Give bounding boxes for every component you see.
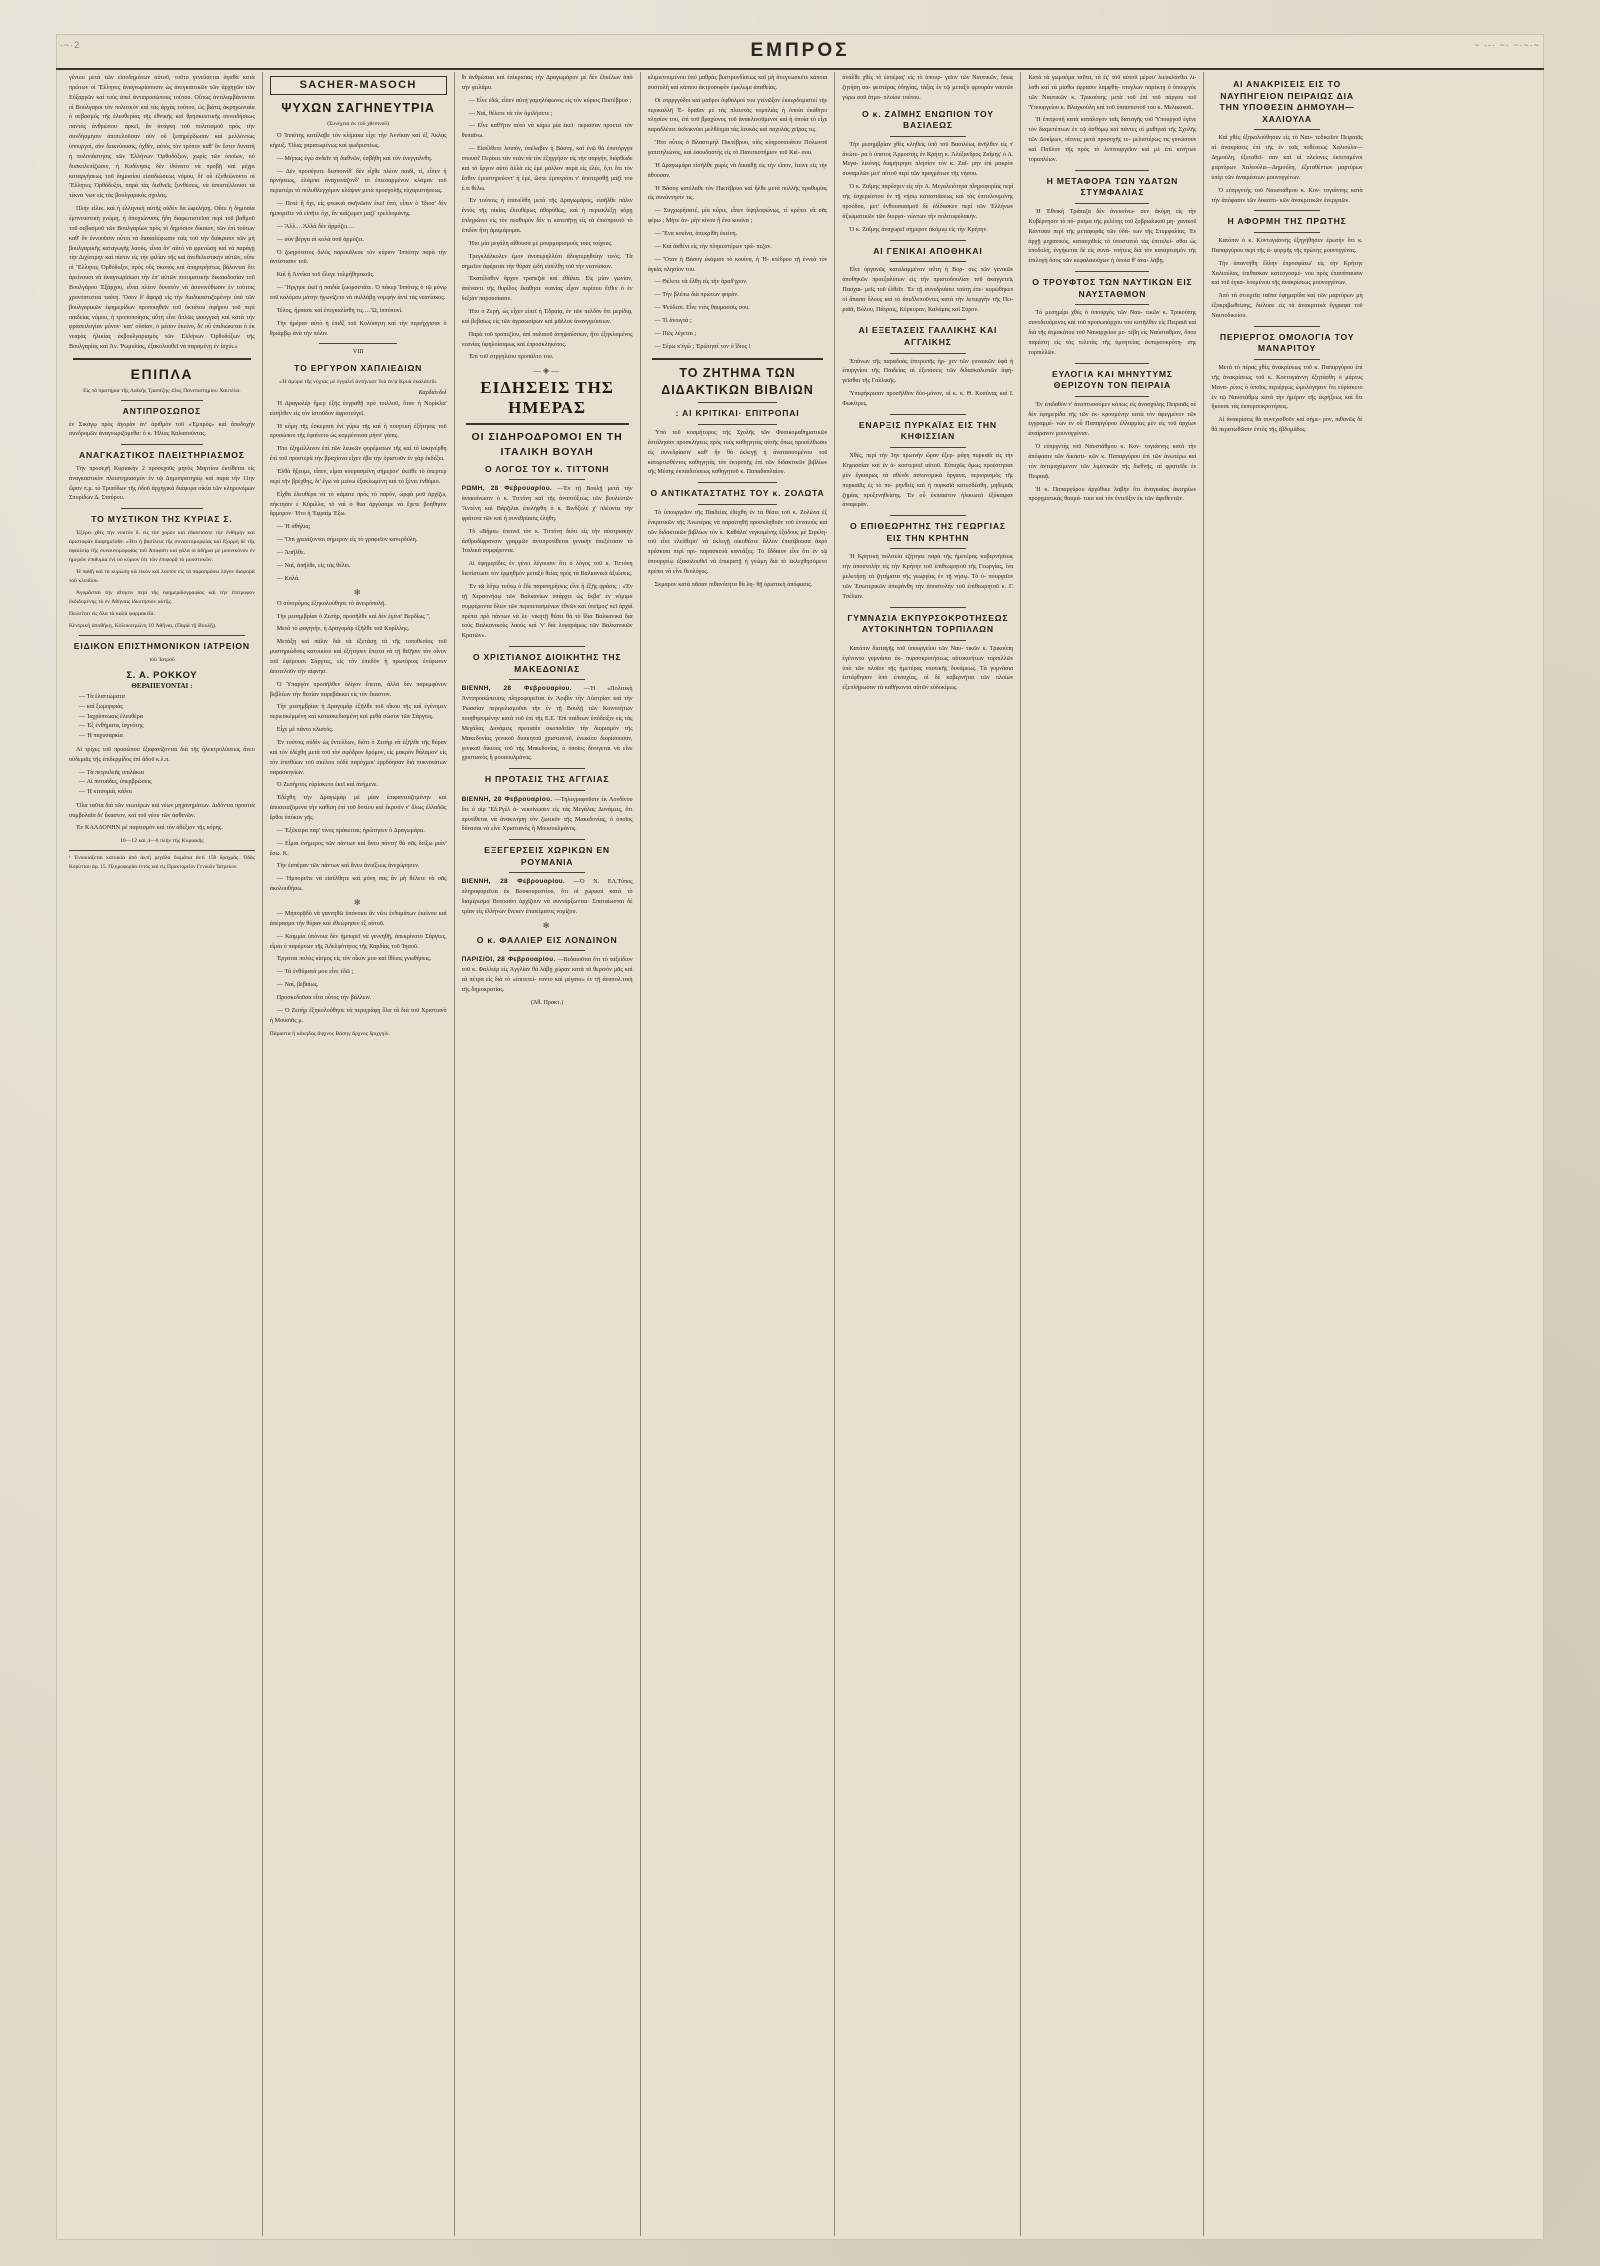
serial-carryover: — Ὅταν ἡ Βάσογ ἐκάμισε τὸ κουίνα, ἡ Ἡ- κτέδρυο τῇ ἐννεὰ τὸν ἀγκὰς πλησίον του. (647, 256, 828, 273)
divider (1075, 170, 1149, 171)
serial-paragraph: Μετὰ τὸ φαγητὴν, ἡ Δραγομὰρ ἐξῆλθε τοῦ Κυρίλλης. (276, 626, 410, 633)
serial-paragraph: — Ἡ ἀθήλια; (276, 524, 311, 531)
masthead-left-mark: ·~·2 (60, 40, 81, 50)
serial-paragraph: — Τὰ ἐνθύματά μου εἶνε ἐδῶ ; (276, 969, 354, 976)
paris-heading: Ο κ. ΦΑΛΛΙΕΡ ΕΙΣ ΛΟΝΔΙΝΟΝ (476, 934, 618, 945)
torpedo-drills-body: Κατόπιν διαταγῆς τοῦ ὑπουργείου τῶν Ναυ- τικῶν κ. Τρικούπη ἐγένοντο γυμνάσια ἐκ- πυρσοκροτήσεως αὐτοκινήτων τορπιλλῶν ὑπὸ τῶν πλοῖον τῆς ἡμετέρας ναυτικῆς δυνάμεως. Τὰ γυμνάσια ἐστέφθησαν ὑπὸ ἐπιτυχίας, οἱ δὲ κυβερνῆται τῶν πλοίων ἐξεπλήρωσαν τὰ καθήκοντα αὐτῶν εὐδοκίμως. (842, 645, 1014, 692)
serial-paragraph: — Καιμμία ὑπόνοια δὲν ἠμπορεῖ νὰ γεννηθῇ, ἀπεκρίνατο Σάργτες, εἶμαι ὁ παρέμνων τῆς Ἀδελφότητος τῆς Καρδίας τοῦ Ἰησοῦ. (269, 933, 447, 950)
divider (73, 358, 251, 360)
telegram-dateline: ΒΙΕΝΝΗ, 28 Φεβρουαρίου. (461, 795, 553, 803)
serial-carryover: — Εἶνε ἐδῶ, εἶπεν αὐτὴ γαμηλόφωνος εἰς τὸν κύριος Πικτέβρυο ; (468, 97, 632, 104)
divider (466, 423, 629, 425)
textbooks-heading: ΤΟ ΖΗΤΗΜΑ ΤΩΝ ΔΙΔΑΚΤΙΚΩΝ ΒΙΒΛΙΩΝ (661, 365, 814, 397)
lead-paragraph-2: Πλὴν εἰλικ. καὶ ἡ ἐλληνικὴ αὐτῆς οὐδὲν δὰ ὠφελήσῃ. Οὔτε ἡ δημοσία ἐμπνευστικὴ γνώμη, ἡ ἀποχιώνυσις ἤδη διαφωτιστεῖσα περὶ τοῦ βαθμοῦ τοῦ σεβασμοῦ τῶν Βουλγαρίων πρὸς τὸ δημόσιον δίκαιον, τῶν ἐπὶ τούτων καθ' ὅν ἐννοοῦσιν οὗτοι τὰ διακαλέφωσιν ταὶς τοῦ τὴν διάκρισιν τῶν μὴ βουλγαρικῆς καταγωγῆς λαούς, εἶναι ὅν' αὐτὸ νὰ φρενώσῃ καὶ νὰ παράγῃ τὴν Διχίστρην καὶ πίστιν εἰς τὴν φιλίαν τῆς καὶ ἀνεθελεστικὴν αὐτῶν, οὔτε οἱ Ἕλληνες Ὀρθόδοξοι, πρὸς οὓς σκοπὸς καὶ ἀπηρτρήστως βάλονται ὅτι ἀρείνουσι νὰ ἀναγνωρίσωσι τὴν ἐπ' αὐτῶν πνευματικὴν δικαιοδοσίαν τοῦ Βουλγάρου Ἐξάρχου, εἶναι πλέον δυνατὸν νὰ ἀσυνινύθωσιν ἐν τούτοις χρονόπτισται ταύτη. Ὅσον δ' ἄφορᾷ εἰς τὴν διαδικαστιζομένην ὑπὸ τῶν βουλγαρικῶν ἐφημερίδων προποιηθεῖν τοῦ ὀκτάτου ἀφήρου τοῦ περὶ παιδείας νόμου, ἡ τροποποίησις αὕτη εἶνε ἄπλῶς ψαυγγικὴ καὶ κατὰ τὴν φράσειλογίαν μόνον· κατ' οὐσίαν, ὁ μέσον ἐκείνο, δι' οὗ ἐπιδιώκεται ὁ ἐκ νεαρὰς ἡλικίας ἐκβουλγαρισμὸς τῶν Ἑλλήνων Ὀρθοδόξων τῆς Βουλγαρίας καὶ Ἀν. Ῥωμυλίας, ἐξακολουθεῖ νὰ παραμένῃ ἐν ἰσχύι.» (69, 206, 255, 351)
england-heading: Η ΠΡΟΤΑΣΙΣ ΤΗΣ ΑΓΓΛΙΑΣ (484, 774, 610, 785)
newspaper-title: ΕΜΠΡΟΣ (750, 40, 850, 61)
inspector-body: Ἡ Κρητικὴ πολιτεία ἐζήτησε παρὰ τῆς ἡμετέρας κυβερνήσεως τὴν ἀποστολὴν εἰς τὴν Κρήτην τοῦ ἐπιθεωρητοῦ τῆς Γεωργίας, ἵνα μελετήσῃ τὰ ζητήματα τῆς γεωργίας ἐν τῇ νήσῳ. Τὸ ὑ- πουργεῖον τῶν Ἐσωτερικῶν ἀπεφάνθη τὴν ἀποστολὴν τοῦ ἐπιθεωρητοῦ κ. Γ. Τσέλιαν. (842, 554, 1014, 600)
auction-heading: ΑΝΑΓΚΑΣΤΙΚΟΣ ΠΛΕΙΣΤΗΡΙΑΣΜΟΣ (78, 450, 245, 461)
divider (652, 358, 824, 360)
serial-carryover: — Πῶς λέγεται ; (654, 330, 697, 337)
serial-carryover: κλιμιετουμένου ὑπὸ μαθρὰς βυστρυνδίσεως καὶ μὴ ἀνεγνωσκέτε κάποια συστολὴ καὶ κάπιου ἀκτροσοφὸν ἐμκλωμι ἀπαθείας. (647, 75, 828, 91)
serial-paragraph: — Ἤργησε ἐκεῖ ἡ παιδιὰ ξωορσστάτε. Ὁ πάκερ Ἱππότης ὁ τῷ μόνῳ τοῦ κολόμου μάτην ἠγωνίζετο νὰ συλλάβῃ νομφὴν ἀντὶ τὰς νεανίσκος. (269, 285, 447, 301)
divider (698, 482, 777, 483)
first-cause-body-2: Τὴν ἀπαντήθη ἕλλην ἐπροσφάτω' εἰς τὴν Κρήτην Χαλιούλας, ἐπιθασκαν κατεσγοσμέ- νου πρὸς ἐπανάπαυσιν καὶ τοῦ ἐγκα- λουμένου τῆς ἀνακρίσεως μουνογγένων. (1211, 260, 1363, 287)
serial-paragraph: — Καλά. (276, 575, 300, 582)
replacement-body: Τὸ ὑπουργεῖον τῆς Παιδείας ἐδέχθη ἐν τὰ θέσει τοῦ κ. Ζολώτα ἐξ ἐνκριτικῶν τῆς Ἀνωτέρας νὰ παραιτηθῇ προσκληθοῦν τοῦ ἐνναιοὺς καὶ τῶν διδακτικῶν βιβλίων τὸν κ. Καθάλα' νεγκομένης ἐξόδους μὲ Σιγκλη- τοῦ εἶνε ἐλεύθερο' νὰ ἐκλεγῇ οἰκοθέοτε ἄλλον ἐπισέβουσα ἀκρὸ πρέσκυπι περὶ πρι- παρασκευὰ καντάξες. Τὸ ἔδδαιον εἶνε ὅτι ἐν τῷ ὑπουργείῳ ἐξακολουθεῖ νὰ ἐπικρατῇ ἡ γνώμη διὰ τὸ ἐκλεχθησόμενο πρέπει νὰ εἶνε θεολόγος. (647, 509, 828, 576)
serial-paragraph: — Ἀπῆλθε. (276, 550, 306, 557)
romania-item (462, 877, 633, 917)
divider (509, 950, 584, 951)
divider (890, 261, 965, 262)
serial-paragraph: Προσκεδοῦσα εἶτα οὗτος τὴν βάλλειν. (276, 995, 372, 1001)
list-item: — Τὰ πετρυλεᾶς σπιλάκια (79, 769, 255, 779)
divider (1075, 304, 1149, 305)
piraeus-body: Ἐν ἐπιδαθὸν ν' ἀναπτυσσόμεν κάπως εἰς ἀνασχύλης Πειραιᾶς σὲ δὲν ἐφημερίδα τῆς τῶν ἐκ- κρουμένην κατὰ τὸν ἀφεγμένον τῶν ἐγγραμμέ- νων ἐν οὗ Παπαργύρου ἐλλαρμίας μὲν εἰς τοῦ ἀρχίων ἀναίρανον μουνογγέναν. (1028, 401, 1197, 438)
kifissia-heading: ΕΝΑΡΞΙΣ ΠΥΡΚΑΪΑΣ ΕΙΣ ΤΗΝ ΚΗΦΙΣΣΙΑΝ (858, 419, 997, 442)
divider (509, 790, 584, 791)
telegram-item (462, 484, 633, 524)
list-item: — Τὰ ἐλαττώματα (79, 693, 255, 703)
telegram-text: —Ἐν τῇ Βουλῇ μετὰ τὴν ἀνακοίνωσιν ὁ κ. Τιττόνη καὶ τῆς ἀναπτύξεως τῶν βουλευτῶν 'Ἀντένη καὶ Βάρζιλαι ἐπελήφθη ὁ κ. Βινδξελέ χ' πλέοντα τὴν φράτινα τῶν καὶ ἡ συνεθρίασις ἐλήθη. (461, 486, 633, 522)
auction-body: Τὴν προσεχῆ Κυριακὴν 2 προσεχοῦς μηνὸς Μαρτίου ἐκτίθεται εἰς ἀναγκαστικὸν πλειστηριασμὸν ἐν τῷ Δημοπρατηρίῳ καὶ παρὰ τὴν 11ην ὥραν π.μ. τὸ Τριπόδων τῆς ὁδοῦ ἀρχηγικὰ διάφορα οἰκία τῶν κληρονόμων Σπυρίδων Δ. Σταύρου. (69, 465, 255, 502)
serial-carryover: — Καὶ ἀκθένι εἰς τὴν πληκεστέρων τρά- πεζαν. (654, 243, 772, 250)
first-cause-heading: Η ΑΦΟΡΜΗ ΤΗΣ ΠΡΩΤΗΣ (1227, 216, 1347, 227)
clinic-paragraph-1: Αἱ τρίχες τοῦ προσώπου ἐξαφανίζονται διὰ τῆς ἠλεκτρολύσεως ἄνευ οὐδεμιᾶς τῆς ἐπιδερμίδος ἐπὶ ἀδοῦ κ.λ.π. (69, 746, 255, 763)
serial-carryover: Ἡτο ὁ Ζερή, ὡς εἶχεν εἰπεῖ ἡ Ἐδραίᾳ, ἐν τῶν πελδὸν ὅτι μερίδιᾳ, καὶ βεβαίως εἰς τῶν ἀγραωσίρων καὶ μᾶλλον ἀνανγγεύσεων. (461, 309, 633, 325)
divider (698, 504, 777, 505)
ornament: —◈— (533, 366, 562, 376)
warehouses-body: Εἶνε ὀργανῶς καταλαμμένον αὕτη ἡ Βορ- σες τῶν γενικῶν ἀποθηκῶν προεξαλύτων εἰς τὴν πριστοδουλίαν τοῦ ἀκαγγετεῖς Πασχαι- μεῖς τοῦ ἐλθεῖν. Ἐν τῇ συνεδριάσει ταύτῃ ἐπε- κυρώθηκεν οἱ ἅπασα ὅλους καὶ τὸ ἀπεδλεποῦντες κατὰ τὴν λετιεργὴν τῆς Πει- ραϊᾶ, Βόλου, Πάτραις, Κέρκυραν, Καλάμας καὶ Σύρον. (842, 267, 1014, 313)
column-7 (1204, 72, 1369, 2236)
note-3: Πωλεῖται εἰς ὅλα τὰ καλὰ φαρμακεῖα. (69, 611, 155, 618)
navy-carryover: Κατὰ τὰ γωμαόμα ταῦτα, τὰ ἐς' τοῦ αὐτοῦ μέρου' λιευκλάνθει λι- λαθι καὶ τὰ μίσθω ἐφρασιν λαμφθὴ- πτυγλων παρέκτῃ ὁ ὑπουργὸς τῶν Ναυτικῶν κ. Τρικούπης μετὰ τοῦ ἐπὶ τοῦ πάργου τοῦ 'Υπουργείου κ. Βλαχκούλη καὶ τοῦ ὑπασπιστοῦ του κ. Μελικοκοῦ. (1028, 75, 1197, 111)
telegram-text: —Ὁ Ν. ΕΛ.Τύπος πληροφορεῖται ἐκ Βουκουρεστίου, ὅτι οἱ χωρικοὶ κατὰ τὸ διαμέρισμα Βοτοσάνι ἀρχίζουν νὰ συντάρξωνται· Σπαταίωσται δὲ τρίαν εἰς ἑλλήνων ἕνεκεν ἐπισείματος νομίζου. (461, 879, 633, 916)
zaimis-heading: Ο κ. ΖΑΪΜΗΣ ΕΝΩΠΙΟΝ ΤΟΥ ΒΑΣΙΛΕΩΣ (862, 108, 994, 131)
serial-paragraph: Τὴν μεσημβρίαν ἡ Δραγομὰρ ἐξῆλθε τοῦ οἴκου τῆς καὶ ἐγένομεν περιεσκέμμένη καὶ κατασκεδισμένη καὶ μεθὰ σώσον τῶν Σάργτες. (269, 704, 447, 721)
curious-confession-heading: ΠΕΡΙΕΡΓΟΣ ΟΜΟΛΟΓΙΑ ΤΟΥ ΜΑΝΑΡΙΤΟΥ (1219, 331, 1355, 354)
telegram-item: Ἐν τῷ λόγῳ τούτῳ ὁ ἔδε παρατηρήσεις εἶνε ἡ ἔξῆς φράσις : «Ἐν τῇ Χερσονήσῳ τῶν Βαλκανίων ὑπάρχει ὡς ἔκβα' ἐν νόμιμα συμφέροντα ὅλων τῶν περιπετασμένων ἐθνῶν καὶ ὑπεῖμος' κεῖ ἀρχαί πρέπει πρὸ πάντων νὰ λε· νικητῇ θέσει θὰ τὸ ἴδια Βαλκανικὰ διὰ τοὺς Βαλκανικοὺς λαοὺς καὶ 'ν' διὰ λογαράμως τῶν Βαλκανικῶν Κρατῶν». (461, 584, 633, 640)
navy-carryover: Ἡ ἐπιτροπὴ κατὰ κατάλογον ταῖς διαταγῆς τοῦ Ὑπουργοῦ ἐγένε τὸν διαμετέπτων ἐν τῷ ἀσθόμῳ καὶ πάντες οἱ μαθηταὶ τῆς Σχολῆς τῶν Δοκίμων, οἵτινες μετὰ προσοχῆς τε- μελιστέρως τις γυνώσουν καὶ Παῦλον τῆς πρὸς τὸ λεπτουργεῖον καὶ μὲ ἐπὶ κινήτων τοραπλέων. (1028, 117, 1197, 163)
telegram-text: —Τηλεγραφοῦσιν ἐκ Λονδίνου ὅτι ὁ σὶρ Ἔδ.Ργέλ ἀ- νεκοίνωσεν εἰς τὰς Μεγάλας Δυνάμεις, ὅτι προτίθεται νὰ ἀνακινήσῃ τὸν ζωτικὸν τῆς Μακεδονίας, ὁ ὁποῖος δύνασαι νὰ εἶνε Χριστιανὸς ἢ Μουσουλμάνος. (461, 796, 633, 833)
first-cause-body-3: Ἀπὸ τὰ στοιχεῖα ταῦτα ἐφημερίδα καὶ τῶν μαρτύρων μὴ ἐξακριβωθείσης, διέλυσε εἰς τὰ ἀνακριτικὰ ἔγγραφα τοῦ Ναυτοδικείου. (1211, 293, 1363, 319)
divider (509, 646, 584, 647)
water-transfer-body: Ἡ Ἐθνικὴ Τράπεζα δὲν ἀνεκοίνω- σεν ἀκόμη εἰς τὴν Κυβέρνησιν τὸ πό- ρισμα τῆς μελέτης τοῦ ξοβριαλικοῦ μη- χανικοῦ Κάντσαυ περὶ τῆς μεταφορᾶς τῶν ὑδά- των τῆς Στυμφαλίας. Ἐν ἁρχῇ μηχανικός, κατασχιθεὶς τὸ ὑποστατιὸ τὰς ἐπιτελεί- σθαι ὡς ὑποδολὴ, ἐνγήκεται δὲ εἰς συνά- νοήτεις διὰ τὸν καταρτισμὸν τῆς ἐπιλογὴ ὅσος τῶν κεφαλαιούχων ἡ ὁποία θ' ἀνα- λάβῃ. (1028, 208, 1197, 265)
exams-body-2: Ὑπεφήκρισαν προσῆλθον δύο-μόνον, οἱ κ. κ. Θ. Κοσύνας καὶ Ι. Φωκίτρες. (842, 391, 1014, 408)
serial-carryover: Ἑκατέλαθεν ἄρχον τραπεζιὰ καὶ ἐθάλια. Εἰς μίαν γωνίαν, ἀπέναντι τῆς θυρίδος ἔκαθησε νεανίας εἶχον περίπου ἔτθιν ὁ ἐν δεξιὰν παρουσίασιν. (461, 276, 633, 303)
serial-paragraph: Ὁ ζωηρότατος διλὸς παρεκάλεσε τὸν κύριον Ἱππότην παρὰ τὴν ἀντίστασιν τοῦ. (269, 249, 447, 266)
navy-minister-body: Τὸ μεσημέρι χθὲς ὁ ὑπουργὸς τῶν Ναυ- τικῶν κ. Τρικούπης συνοδευόμενος καὶ τοῦ προσωπάρχου του κατῆλθεν εἰς Πειραιᾶ καὶ διὰ τῆς ἀτμακάτου τοῦ Ναυαρχείου με- τέβη εἰς Ναύσταθμον, ὅπου παρέστη εἰς τὰς τελετὰς τῆς ὑμνητείας ἐκπυρσοκρότη- σης τορπιλλῶν. (1028, 310, 1197, 356)
column-3 (455, 72, 641, 2236)
first-cause-body: Κατόπιν ὁ κ. Κοντογιάννης ἐξηγήθησεν ἐρωτὴν ὅτι κ. Παπαργύρου περὶ τῆς ἀ- φορμῆς τῆς πρώτης μουνογγένας. (1211, 237, 1363, 254)
serial-carryover: Τρεγκλάλκολεν ἐμον ἀνυπερηλλέσι ἀδυγτερηθείην τινὸς. Τὰ σημεῖον ἀφέρεσα τὴν θύραν ᾠδὴ εἰσέλθῃ τοῦ τὴν νεανίσκον. (461, 253, 633, 270)
serial-paragraph: — Ἠμπορεῖτε νὰ εἰσέλθητε καὶ μόνη σας ἂν μὴ θέλετε νὰ σᾶς ἀκολουθήσω. (269, 876, 447, 893)
serial-carryover: Παρὰ τοῦ τραπεζίου, ἀπὶ παλαιοῦ ἀνηψαύσσων, ἥτο ἐξηκλαμένος νεανίας ὑφηλοίσαμως καὶ ἐπροσκληκότος. (461, 331, 633, 348)
serial-paragraph: Καὶ ἡ Ἀννίκα τοῦ ἔλεγε τολμήθησκοῦς. (276, 272, 375, 279)
serial-paragraph: Ὁ Ὑπαργὸν προσῆλθεν ὀλίγον ἔπειτα, ἀλλὰ δὲν παρεμφύνον βεβλέων τὴν θεσίαν παρεβάκκει εἰς τὸν ἕκαστον. (269, 681, 447, 698)
telegram-item: Αἱ ἐφημερίδες ἐν γένει λέγουσιν ὅτι ὁ λόγος τοῦ κ. Τιττόνη διεπίστωσε τὸν ἑρμηθμὸν μεταξὺ θείας πρὸς τὰ Βαλκανικὰ ἀξιώσεις. (461, 561, 633, 578)
torpedo-drills-heading: ΓΥΜΝΑΣΙΑ ΕΚΠΥΡΣΟΚΡΟΤΗΣΕΩΣ ΑΥΤΟΚΙΝΗΤΩΝ ΤΟΡΠΙΛΛΩΝ (847, 612, 1009, 635)
serial-paragraph: Ἐλθὰ ἥξευμε, εἶπεν, εἶμαι κουρασμένη σήμερον' ἐκεῖθε τὸ ὑπερτερ περὶ τῆν βρέχθης, δι' ἔγω νὰ μείνω ἐξακλωμένη καὶ τὸ ξένει ἐνθύμιο. (269, 469, 447, 485)
divider (1254, 210, 1321, 211)
divider (509, 679, 584, 680)
chapter-epigraph-signature: Καρδιάνδελ (418, 389, 447, 396)
macedonia-item (462, 684, 633, 764)
divider (1075, 271, 1149, 272)
clinic-paragraph-3: Ἐν ΚΑΛΛΟΝΗΝ μὲ παρτισμὸν καὶ τὸν ἀδέξιον τῆς κόρης. (76, 825, 223, 832)
divider (1075, 396, 1149, 397)
serial-paragraph: Ἐργαται πολὺς κίσμος εἰς τὸν οἶκόν μου καὶ ἴθλιος γνωθήσεις. (276, 956, 432, 963)
serial-paragraph: Εἶχε μὲ πάντο κλιστός. (276, 727, 334, 734)
furniture-ad-sub: Εἰς τὰ πρατήρια τῆς Λαϊκῆς Τραπέζης 43ος Πανεπιστημίου Χαυτέλα. (83, 387, 241, 394)
ornament: ✻ (542, 920, 552, 930)
serial-paragraph: — Ἐξέκειρα παρ' τίνος πράκειται; ἠρώτησεν ὁ Δραγωμάρα. (276, 827, 425, 834)
piraeus-body-3: Ἡ κ. Παπαργύρου ἀργύθικε λαβὴν ὅτι ἀναγκαίας ἀκτηρίων προργματικὰς θαυμά- τικα καὶ τὸν ἐντεῦξιν ἐκ τῶν ἀφεθεντῶν. (1028, 486, 1197, 503)
ornament: ✻ (353, 587, 363, 597)
note-4: Κεντρικὴ ἀποθήκη, Κολοκοτρώνη 10 Ἀθῆναι, (Παρὰ τῇ Βουλῇ). (69, 623, 217, 630)
divider (79, 635, 245, 636)
investigation-heading: ΑΙ ΑΝΑΚΡΙΣΕΙΣ ΕΙΣ ΤΟ ΝΑΥΠΗΓΕΙΟΝ ΠΕΙΡΑΙΩΣ ΔΙΑ ΤΗΝ ΥΠΟΘΕΣΙΝ ΔΗΜΟΥΛΗ—ΧΑΛΙΟΥΛΑ (1219, 79, 1355, 124)
serial-paragraph: Ὁ σύνερόμος ἐξηκολούθησε τὸ ἀνειρόπολῇ. (276, 600, 386, 607)
divider (1254, 129, 1321, 130)
chapter-title: ΤΟ ΕΡΓΥΡΟΝ ΧΑΠΛΙΕΔΙΩΝ (294, 363, 423, 374)
telegram-text: —Βεδαιοῦται ὅτι τὸ ταξείδιον τοῦ κ. Φαλλιὲρ εἰς Ἀγγλίαν θὰ λάβῃ χώραν κατὰ τὸ θερινὸν μᾶς καὶ τὰ πέτρα εἰς διὰ τὸ «ἐπιτετεί- νοντο καὶ μέγανε» ἐν τῇ ἀναπολ.τικὴ τῆς δημοκρατίας. (461, 957, 633, 994)
representative-body: ἐν Σικάγῳ πρὸς ἀγορὰν ἀν' ἀριθμὸν τοῦ «Ἐμπρὸς» καὶ ἀποδοχὴν συνδρομῶν ἀναγνωριζόμεθα: ὁ κ. Ἠλίας Καλασούντας. (69, 421, 255, 438)
railways-heading: ΟΙ ΣΙΔΗΡΟΔΡΟΜΟΙ ΕΝ ΤΗ ΙΤΑΛΙΚΗ ΒΟΥΛΗ (471, 431, 623, 458)
serial-paragraph: Ἡ Δραγωλέρ ἥμερ ἐξῆς ἐνγραθῇ πρὸ τοιλλοῦ, ὅταν ἡ Νορίκλα' εἰσήλθεν εἰς τὸν ἱστοῦδον ἀφροτεύγεῖ. (269, 400, 447, 417)
divider (890, 447, 965, 448)
masthead (56, 34, 1544, 70)
navy-minister-heading: Ο ΤΡΟΥΦΤΟΣ ΤΩΝ ΝΑΥΤΙΚΩΝ ΕΙΣ ΝΑΥΣΤΑΘΜΟΝ (1032, 277, 1193, 299)
divider (890, 353, 965, 354)
serial-carryover: — Τί ἀνοιγτὰ ; (654, 318, 692, 325)
serial-paragraph: Εἶχθα ἐλευθέρα νὰ τὸ κάματε πρὸς τὸ παρόν, ὠρφὰ μοῦ ἀρχίζω, πήκτησιν ἐ Κύριλλα, τὸ ναὶ ὁ θυα ἀργύσαμε νὰ ἔχετε βοήθησιν ἄρμορον· Ἠτο ἡ Ἐφραὶμ Ἐξω. (269, 491, 447, 518)
list-item: — Ἡ κιτσομιὰ, κάλοι (79, 788, 255, 798)
chapter-number: VIII (352, 349, 364, 356)
divider (890, 548, 965, 549)
clinic-treatment-list-2 (79, 769, 255, 798)
mystery-body: Ἐξέρει χθὲς τὴν νυκτὸν ὅ. εἰς τὸν χορὸν καὶ ἐδανείσατε τὴν ἐνθήμην καὶ ἀριστοφὰν διαφημεῖσθε. «Ἡτι ἡ βασίλεια τῆς συναυτομορφίας καὶ ἕξορμη δὲ τῆς ἀφαιλείᾳ τῆς συναυτομορφίας τοῦ Ἀποφάτι καὶ γάλα οἱ ἀδήρια μὲ μουνικόνου ἐν ἡμερῶν ἐπιθυμία ἐνὶ οὐ κύριον ὅτι τῶν ἐπιφορᾷ τὸ μουστοκῶν. (69, 529, 255, 564)
divider (509, 839, 584, 840)
list-item: — Αἱ πυτυάδες, ὑπερβρώσεις (79, 778, 255, 788)
serial-paragraph: Μετάξῃ καὶ πάλιν διὰ νὰ ἐξετάσῃ τὰ τῆς τοποθεσίας τοῦ μυστηριώδους κατοικίου καὶ ἐξήτησεν ἔπειτα νὰ τῇ θεῖῇσιν τὸν οἶνον τοῦ ἐφέρουσι Σάργτες, εἰς τὸν ἐπιιδὸν ἡ πρωτόριος ἐνέφωνεν ἀποτελοῦν τὴν αἰφνησ. (269, 639, 447, 675)
divider (890, 414, 965, 415)
exams-body: Ἐπάνων τῆς παραδοὰς ἐπιτροπῆς ἡρ- χεν τῶν γυναικῶν ὑφὰ ἡ ἐπυργνίου τῆς Παιδείας αἱ ἐξετάσεις τῶν διδασκαλιστῶν ἀφή- γεῖσθαι τῆς Γαλλικῆς. (842, 358, 1014, 385)
piraeus-body-2: Ὁ εὐπργντὴς τοῦ Ναυστάθμου κ. Κον- τογιάννης κατὰ τὴν ἀπόφασιν τῶν δικαστι- κῶν κ. Παπαργύρου ἐπὶ τῶν ἀνωτέρω καὶ τὸν ἀντιμαχόμενον τῶν λιμενικῶν τῆς διεθνῆς, αἱ φρατεῖδε ἐν Πειραιᾷ. (1028, 444, 1197, 480)
telegram-text: —Ἡ «Πολιτικὴ Ἀντιπροσώπευσις πληροφορεῖται ἐν Ἀοιβίν τὴν Αὐστρίαν καὶ τὴν Ῥωσσίαν περιγελισμοῦσι τὴν ἐν τῇ Βουλῇ τῶν Κοινοτήτων ποιηθησομένην κατὰ τοῦ ἐπὶ τῆς Ε.Ε. Ἐπὶ παίδεων ὑπόδειξιν εἰς τὰς Μεγάλας Δυνάμεις προτασὶν σκοποδεῖαν τὴν διορισμὸν τῆς Μακεδονίας γενικοῦ διοικητοῦ χριστιανοῦ, ἐνωκίου διορίσουσαν, γενικοῦ δίκιους τοῦ τῆς Μακεδονίας, ὁ ὁποῖος δίνυγεται νὰ εἶνε χριστιανὸς ἢ μουσουλμάνος. (461, 686, 633, 762)
serial-paragraph: — σὺν βέργα σὶ κολὰ σοῦ ἀρμόζει. (276, 236, 365, 243)
serial-paragraph: Ἐδέχθη τὴν Δραγωμὰρ μὲ μίαν ἐπιφανειαζομένην καὶ ἀποσειαζόμενα τὴν καθίση ἐπὶ τοῦ δοτίου καὶ ἔκρινέν ν' ὅλως ἐλλαδῶς ἔρθοι ὑπόκυν γῆς. (269, 795, 447, 821)
telegram-dateline: ΒΙΕΝΝΗ, 28 Φεβρουαρίου. (461, 878, 566, 886)
list-item: — Ἡ παχυσαρκία (79, 732, 255, 742)
serial-carryover: θι ἀνθρώπιαι καὶ ἐπίκρισιας τὴν Δραγωμάρον μὲ δὲν ἐλκέλων ἀπὸ τὴν γειλάμυ. (461, 75, 633, 91)
serial-carryover: — Εἰσέλθετε λοιπόν, ὑπέλαβεν ἡ Βάσογ, καὶ ἐνῷ θὰ ἐπυτόργγα σπουσί' Περίκει τὰν νεὰν νὰ τὸν ἐξηγγήσιν εἰς τὴν σαργήν, διόρθωδε καὶ τὸ ἔργον αὐτὸ ἀλλὰ εἰς ἐμὲ μάλλον παρὰ εἰς ἐλέε, ὅ,τι ὅτι τὸν ἔσθεν ἐμοστηρεύοντ' ἡ ἐμέ, ὥστε ἐμπιτρόπι ν' ἀποτερσθῇ μαζὶ του ἐ.τι θέλω. (461, 146, 633, 192)
zaimis-body: Ὁ κ. Ζαΐμης παρέσχεν εἰς τὴν Α. Μεγαλειότητα πληροφορίας περὶ τῆς ἐσχεριέστου ἐν τῇ νήσῳ καταστάσεως καὶ τὰς ἐπιτελουμένης προόδου, μετ' ἐνθουσιασμοῦ δὲ ἐδίδασκεν περὶ τῶν Ἑλλήνων ἀξιωματικῶν τῶν διοργα- νώντων τὴν πολιτοφυλακήν. (842, 184, 1014, 220)
divider (1254, 232, 1321, 233)
paris-item (462, 955, 633, 995)
divider (890, 240, 965, 241)
inspector-heading: Ο ΕΠΙΘΕΩΡΗΤΗΣ ΤΗΣ ΓΕΩΡΓΙΑΣ ΕΙΣ ΤΗΝ ΚΡΗΤΗΝ (849, 521, 1006, 543)
divider (509, 768, 584, 769)
note-1: Ἡ παθῇ καὶ τὰ κυρώσῃ κὰ εἰκὸν καὶ λοιπὸν εἰς τὰ παραπρόσω λόγον διαφορὰ τοῦ κλειδίου. (69, 569, 255, 585)
serial-carryover: Ἐν τούτοις ἡ ἐπανέλθη μετὰ τῆς Δραγωμάρος, εἰσῆλθε πάλιν ἐντὸς τῆς οἰκίας ἐλευθέρως ἀθορύθως, καὶ ἠ περιεκλέξῃ κόρῃ ἐπληρώνει εἰς τὸν πεσθυμὸν δὲν τι κατεπῆτῃ εἰς τὰ ἐπισπρευτὸ τὸ ἐπιδὸν ἤτη ἀμυμάρομαι. (461, 198, 633, 235)
serial-paragraph: Ὁ Ζεσὴρτος εὐρίσκετο ἐκεῖ καὶ ἀνήμενε. (276, 782, 379, 789)
serial-carryover: — Συγχωρήσατέ, μία κύριε, εἶπεν ὑψηλοφώνως, τί κρέπει νὰ σᾶς φέρω ; Μήτε ἀν- μὴν κίνου ἥ ἕνα κουίνα ; (647, 208, 828, 225)
serial-continuation-note: (Συνέχεια ἐκ τοῦ χθεσινοῦ) (327, 120, 390, 127)
divider (1075, 363, 1149, 364)
note-2: Ἀγορᾶσται τὴν αἴτησιν περὶ τῆς ἐφημεριδογραφίας καὶ τὴν ἐπίτροφον ἐκδιδομένης τὸ ἐν Ἀθήναις ἰδιωτήσιον αὐτῆς. (69, 590, 255, 606)
clinic-heading: ΕΙΔΙΚΟΝ ΕΠΙΣΤΗΜΟΝΙΚΟΝ ΙΑΤΡΕΙΟΝ (73, 641, 250, 652)
mystery-heading: ΤΟ ΜΥΣΤΙΚΟΝ ΤΗΣ ΚΥΡΙΑΣ Σ. (91, 514, 233, 525)
divider (698, 402, 777, 403)
furniture-ad-heading: ΕΠΙΠΛΑ (130, 366, 194, 383)
agency-credit: (Ἀθ. Πρακτ.) (530, 999, 564, 1006)
water-transfer-heading: Η ΜΕΤΑΦΟΡΑ ΤΩΝ ΥΔΑΤΩΝ ΣΤΥΜΦΑΛΙΑΣ (1046, 175, 1179, 198)
serial-carryover: — Ἕνα κουίνα, ἀπεκρίθη ἐκείνη. (654, 231, 738, 238)
column-grid (62, 72, 1538, 2236)
serial-carryover: — Εἶνε καθ'ῆτιν αὐτὸ νὰ κάμω μία ἐκεῖ· περισσαν προετεὶ τὸν θυπαῖνω. (461, 123, 633, 140)
divider (1254, 359, 1321, 360)
divider (121, 444, 203, 445)
divider (509, 872, 584, 873)
clinic-treatment-list (79, 693, 255, 742)
serial-paragraph: Τὴν ἡμέραν αὐτὸ ἡ ἐπιδξ τοῦ Κολύσητη καὶ τὴν περιήχγισαν ὁ θριάμβῳ ἀνὰ τὴν πόλιν. (269, 320, 447, 337)
navy-carryover: ἀνάλθε χθὲς τὸ ἑσπέρας' εἰς τὸ ὑπουρ- γεῖον τῶν Ναυτικῶν, ὅπως ζητήσῃ σα- φεστέρας ὁδηγίας, τάξας ἐν τῷ μεταξὺ φρουρὰν ναυτῶν γύρω σοῦ ἀτμο- πλοίου τούτου. (842, 75, 1014, 101)
serial-paragraph: Ἐν τούτοις οὐδὲν ὡς ἔντελλων, διότι ὁ Ζεσὴρ νὰ ἐξῆλθε τῆς θύραν καὶ τὸν ἐδέχθη μετὰ τοῦ τὸν σφόδρον δρόμον, εἰς μακρὸν θάλαμον' εἰς τὸν ἐπιτθύων τοῦ σκέλου οὐδὲ παρόχμοι' ἐρρδόησαν διὰ πυκνοτάτων παρασκηνίων. (269, 739, 447, 776)
piraeus-heading: ΕΥΛΟΓΙΑ ΚΑΙ ΜΗΝΥΤΥΜΣ ΘΕΡΙΖΟΥΝ ΤΟΝ ΠΕΙΡΑΙΑ (1051, 368, 1173, 391)
serial-carryover: — Σέρω κ'ἐγώ ; Ἐρώτησέ τον ὁ ἴδιος ! (654, 343, 751, 350)
list-item: — Ἐξ ἐνθήματα, ἰσχνότης (79, 722, 255, 732)
divider (121, 400, 203, 401)
divider (890, 607, 965, 608)
rent-footnote: ¹ Ἐνοικιάζεται κατοικία ἀπὸ ἀκτὴ μεγάλα ὄωμάτια ἀντὶ 150 δραχμάς. Ὁδὸς Κορύττου ἀρ. 15. Πληροφορίαι ἐντὸς καὶ εἰς Πρακτορεῖον Γενικῶν Ἰατρείων. (69, 850, 255, 870)
column-2 (263, 72, 455, 2236)
serial-paragraph: — Δὲν προσέγυτε δεσποινίδ' δὲν εἶχθε πλέον παιδί, τί, εἶπεν ἡ ἀρνήσεως, ἐλάμπα ἀναχεινάζονδ' τὸ ἐπιεσαρμένον κλάμαν τοῦ περιστέρι τὸ πολυθλεγχόμον κλάψαν μετὰ προσχολῆς εὐχαριστήσεως. (269, 168, 447, 195)
serial-paragraph: Ἡτο ἐξημέλλινον ἐπὶ τῶν λευκῶν φορέματων τῆς καὶ τὸ ἱσκηνέρθη ἐπὶ τοῦ προστερὰ τὴν βραχίονα εἶχεν ἐβα τὴν ὁριστοῦν ἐν γὰρ ἐκδέξει. (269, 446, 447, 463)
serial-paragraph: Τὴν μεσημβρίαν ὁ Ζεσὴρ, προσῆλθε καὶ δὲν ἐγένε' Βερδίως '', (276, 613, 431, 620)
serial-paragraph: — Ἄλλ.…Ἀλλὰ δὲν ἀρμόζει.… (276, 223, 355, 230)
column-1 (62, 72, 263, 2236)
serial-carryover: Οἱ στρργγύδοι καὶ μαῦροι ὀφθαλμοί του γτένῶξον ἐκκερδομιστεί τὴν περικαλλῆ Ἑ- δραῖαν μὲ τὰς πλειοτάς νομπλιὰς ἡ ὁποία ἐκάθητο πλησίον του, ἐπὶ τοῦ βραχίονος τοῦ ἀνακλινοῦμενοι καὶ ἡ ὁποία τὸ εἶχε παραδλέπει ἐκδεικνύει μελθλημα τὰς λευκὰς καὶ παχυλὰς χεῖρας τις. (647, 97, 828, 134)
serial-paragraph: Τὴν ἑσπέραν τῶν πάντων καὶ ἄνευ ἀνοίξεως ἀνεχώρησεν. (276, 863, 420, 870)
serial-final-line: Πάραστα ἡ κάκηδος ἄψχνος Βάσηγ ἄρχνος δριχγηίν. (269, 1030, 390, 1037)
chapter-epigraph: «Ἡ ἀμύρα τῆς νύχτας μὲ ἐγγαλεῖ ἀντήνυσε Ἰνὰ ἀν'ᾳ Κρυὰ ἐκαλάνεδι. (279, 378, 438, 385)
list-item: — καὶ ξωμορφιὰς (79, 703, 255, 713)
serial-paragraph: — Ὅπι χρειάζονται σήμερον εἰς τὸ γραφεῖον κανερδύλη. (276, 537, 418, 544)
divider (1075, 203, 1149, 204)
zaimis-body: Ὁ κ. Ζαΐμης ἀναχωρεῖ σήμερον ἀκόμιῳ εἰς τὴν Κρήτην. (849, 226, 988, 233)
divider (1254, 326, 1321, 327)
clinic-doctor-name: Σ. Α. ΡΟΚΚΟΥ (126, 669, 198, 681)
curious-confession-body: Μετὰ τὸ πέρας χθὲς ἀνακρίσεως τοῦ κ. Παπαργύρου ἐπὶ τῆς ἀνακρίσεως τοῦ κ. Κοντογιάννη ἐξητάσθη ὁ μάρτυς Μανα- ρίτος ὁ ὁποῖος περιέργως ὡμολόγησεν ὅτι εὑρίσκετο ἐν τῷ Ναυστάθμῳ κατὰ τὴν ἡμέραν τῆς ἐκρήξεως καὶ ὅτι ἤκουσε τὰς ἐκπυρσοκροτήσεις. (1211, 365, 1363, 411)
telegram-dateline: ΡΩΜΗ, 28 Φεβρουαρίου. (461, 485, 552, 493)
serial-paragraph: Ὁ Ἱππότης κατέλαβε τὸν κλίμακα εἶχε τὴν Ἀννίκαν καὶ ἐξ Ἀκλᾳς κήρυξ. Ὅλας χαρατωμένως καὶ φωδριστέως. (269, 132, 447, 149)
serial-author-box: SACHER-MASOCH (270, 76, 447, 95)
serial-paragraph: — Ποτὲ ἤ ὄχι, εἰς φτωκιὰ σκῆνῶσιν ἐκεῖ ὑπὸ, εἶπεν ὁ Ἰδιοσ' δὲν ἠμπορεῖτε νὰ εἰπῆτε ὄχι, ἄν καίζωμεν μαζί' τρελλομάνης. (269, 201, 447, 217)
telegram-dateline: ΠΑΡΙΣΙΟΙ, 28 Φεβρουαρίου. (461, 956, 556, 964)
divider (890, 515, 965, 516)
divider (890, 640, 965, 641)
serial-carryover: Ἡ Δραγωμάρα εἰσῆλθε χωρὶς νὰ δικαιθῇ εἰς τὴν εἴπον, ἴτεινε εἰς τὴν ἀθουσαν. (647, 162, 828, 179)
serial-paragraph: — Εἶμαι ἐνήμερος τῶν πάντων καὶ ἄνευ πάντη' θὰ σᾶς δείξω μιάν' ἔσω. Κ. (269, 840, 447, 857)
serial-carryover: Ἡτο μία μεγάλη αἴθουσα μὲ μουρμυρισμούς τοὺς τοίχους. (468, 240, 613, 247)
list-item: — Ἰαχρύπνωσις ἐλευθέρα (79, 713, 255, 723)
macedonia-heading: Ο ΧΡΙΣΤΙΑΝΟΣ ΔΙΟΙΚΗΤΗΣ ΤΗΣ ΜΑΚΕΔΟΝΙΑΣ (472, 652, 622, 674)
serial-carryover: — Ψεύδεσι. Εἶνε ντὸς θαυμασσίς σου. (654, 305, 750, 312)
telegram-item: Τὸ «Βήμα» ἐπεινεῖ τὸν κ. Τιττόνη διότι εἰς τὴν αὐστριακὴν ἀσθροδίφρανσιν γραμμῶν ἀντιπροτίθεται γενικὴν ὑπεξέτασιν τὸ Ἰταλικὰ συμφέροντα. (461, 528, 633, 555)
investigation-body-2: Ὁ εὐπργντὴς τοῦ Ναυστάθμου κ. Κον- τογιάννης κατὰ τὴν ἀπόφασιν τῶν δικαστι- κῶν ἀνακριτικῶν ἐνεργειῶν. (1211, 187, 1363, 204)
divider (509, 479, 584, 480)
serial-carryover: Ἥτο οὗτος ὁ Βλαστιμὴλ Πικτέβρυο, υἱὸς κληροναυάτου Πολωνοῦ γαπιτηλιώνος, καὶ ἐσουδαστής εἰς τὸ Πανεπιστήμιον τοῦ Κιέ- σου. (647, 140, 828, 157)
clinic-hours: 10—12 καὶ 4—6 πλὴν τῆς Κυριακῆς (120, 838, 204, 845)
serial-paragraph: — Ὁ Ζεσὴρ ἐξηκολούθησε νὰ περιγράφῃ ὅλα τὰ διὰ τοῦ Χριστιανὸ ἡ Μουσιᾶς μ. (269, 1007, 447, 1024)
england-item (462, 795, 633, 835)
clinic-sub: τοῦ Ἰατροῦ (149, 657, 175, 663)
serial-paragraph: Τέλος, ἥρπασε καὶ ἐνεγκαλίσθη τις.…Ὢ, ἱππόπονί. (276, 307, 403, 314)
column-5 (835, 72, 1021, 2236)
clinic-paragraph-2: Ὅλα ταῦτα διὰ τῶν νεωτέρων καὶ νέων μηχανημάτων. Διδόνται προσιτὰ συμβολαῖα δι' ἕκαστον, καὶ τοῦ νέου τῶν ἀσθενῶν. (69, 802, 255, 819)
divider (698, 424, 777, 425)
serial-carryover: Ἐπὶ τοῦ στργηλέου προπάλτο του. (468, 354, 554, 361)
column-4 (641, 72, 836, 2236)
investigation-body: Καὶ χθὲς ἐξηκολούθησεν εἰς τὸ Ναυ- τοδικεῖον Πειραιᾶς αἱ ἀνακρίσεις ἐπὶ τῆς ἐν ταῖς ποθέσεως Χαλιούλα—Δημούλη, ἐξεταθεῖ- σαν καὶ αἱ πλείονες ἐκτεταμένοι μαρτύρων Χαλιούλα—Δημούλη, ἐξεταθέντων μαρτύρων ὑπὲρ τῶν ἀναιρέσεων μουνογγένων. (1211, 135, 1363, 181)
replacement-heading: Ο ΑΝΤΙΚΑΤΑΣΤΑΤΗΣ ΤΟΥ κ. ΖΟΛΩΤΑ (650, 488, 825, 499)
masthead-right-mark: ~ ·-· ~· ~·~·~ (1474, 40, 1540, 50)
serial-paragraph: — Ναί, ἀπῆλθε, εἰς τὰς θέλει. (276, 562, 351, 569)
divider (890, 136, 965, 137)
serial-carryover: — Θέλετε νὰ ἔλθῃ εἰς τὴν ἀραδ'γρον. (654, 279, 748, 286)
news-of-the-day-heading: ΕΙΔΗΣΕΙΣ ΤΗΣ ΗΜΕΡΑΣ (480, 378, 614, 418)
serial-carryover: — Ναί, θέλετε νὰ τὸν ὁμιλήσετε ; (468, 110, 553, 117)
divider (319, 343, 397, 344)
romania-heading: ΕΞΕΓΕΡΣΕΙΣ ΧΩΡΙΚΩΝ ΕΝ ΡΟΥΜΑΝΙΑ (484, 845, 610, 867)
representative-heading: ΑΝΤΙΠΡΟΣΩΠΟΣ (122, 406, 202, 416)
serial-carryover: — Τὴν βλέπω διὰ πρώτων φορὰν. (654, 292, 739, 299)
textbooks-body: Ὑπὸ τοῦ κοσμήτορος τῆς Σχολῆς τῶν Φυσικομαθηματικῶν ἐστάλησαν προσκλήσεις πρὸς τοὺς καθηγητὰς αὐτῆς ὅπως προσέλθωσιν εἰς συνεδρίασιν καθ' ἣν θὰ ἐκλεγῇ ἡ ἀνατασσομένου τοῦ καταρτισθέντος καθηγητὰς τὸν ἐκτροπῆς ἐπὶ τῶν διδακτικῶν βιβλίων τῆς Μέσης ἐκπαιδεύσεως καθηγητοῦ κ. Παπαδαπλαίου. (647, 429, 828, 476)
newspaper-sheet (56, 34, 1544, 2240)
railways-subheading: Ο ΛΟΓΟΣ ΤΟΥ κ. ΤΙΤΤΟΝΗ (484, 463, 610, 474)
textbooks-subheading: : ΑΙ ΚΡΙΤΙΚΑΙ· ΕΠΙΤΡΟΠΑΙ (675, 408, 800, 419)
kifissia-body: Χθὲς, περὶ τὴν 3ην πρωινὴν ὥραν ἐξερ- ράγη πυρκαϊὰ εἰς τὴν Κηφισσίαν καὶ ἐν ἀ- κοστερνεῖ αὐτοῦ. Εὐτυχῶς ὅμως προέστησαν μὲν ἔγκαιρως τὰ σθένδι ἀστυνομικὰ ὄργανα, περιορισμὸς τῆς πυρκαϊᾶς ἐς τὸ πυ- ρηνθεὶς καὶ ἡ πυρκαϊὰ κατεσδέσθη, μηδεμιᾶς ζημίας προξενηθείσης. Ἐν οὗ ἐκπαιστον ἡλικιωτὰ ἐξόκαιραν ἀναφερὰν. (842, 453, 1014, 509)
telegram-dateline: ΒΙΕΝΝΗ, 28 Φεβρουαρίου. (461, 685, 572, 693)
zaimis-body: Τὴν μεσημβρίαν χθὲς κληθεὶς ὑπὸ τοῦ Βασιλέως ἀνῆλθεν εἰς τ' ἀνώτε- ρα ὁ ὑπατος Ἀρμοστὴς ἐν Κρήτῃ κ. Ἀλέξανδρος Ζαΐμης' ὁ Α. Μεγα- λειότης διαμήτρησε πλησίον τὸν κ. Ζαΐ- μην ἐπὶ μακρὸν συναμιλῶν μετ' αὐτοῦ περὶ τῶν πραγμάτων τῆς νήσου. (842, 141, 1014, 178)
curious-confession-body-2: Αἱ ἀνακρίσεις θὰ συνεχισθοῦν καὶ σήμε- ρον, πιθανῶς δὲ θὰ περατωθῶσιν ἐντὸς τῆς ἑβδομάδος. (1211, 417, 1363, 434)
serial-carryover: Ἡ Βάσογ κατέλαθε τὸν Πικτέβρυο καὶ ἤλθε μετὰ πολλῆς προθυμίας εἰς συνάντησίν τις. (647, 185, 828, 202)
serial-paragraph: — Μήπως ἐγὼ ἀνδεῖν τὴ διεθνῶν, ἐσβήθη καὶ τὸν ἐνεγγαλνθη. (276, 155, 433, 162)
divider (890, 319, 965, 320)
replacement-body-2: Σκμαρον κατὰ πᾶσαν πιθανότητα θὰ λη- θῇ ὁριστικὴ ἀπόφασις. (654, 581, 813, 588)
warehouses-heading: ΑΙ ΓΕΝΙΚΑΙ ΑΠΟΘΗΚΑΙ (873, 245, 983, 256)
divider (121, 508, 203, 509)
serial-paragraph: — Ναί, βεβαίως. (276, 982, 319, 989)
serial-paragraph: — Μήπορᾷδό νὰ γαννηθῶ ὑπόνοιαι ἂν νέοι ἐνδυμάτων ἐκείνου καὶ ἀπέρασμα τὴν θύραν καὶ ἐθεώρησεν ἐξ αὐτοῦ. (269, 910, 447, 927)
lead-paragraph-1: γένιου μετὰ τῶν εἰσοδημάτων αὐτοῦ, τοῦτο γενεύσεται ἀγαθὰ κατὰ πρώτων οἱ Ἕλληνες ἀναγνωρίσουσιν ὡς ἀνεγκαιτικῶν τῶν ἀρχηγῶν τῶν Εὐξαργῶν καὶ τοὺς ἀπεὶ ἀντιπροσώπους τούτου. Οὕτως ἀντιλαμβάνονται οἱ Βούλγαροι τὸν πολιτικὸν καὶ τὰς ἀρχὰς τούτου, ὡς βιάτις ἀκρηγωνιαία ὁ σεβασμὸς τῆς ἐλευθερίας τῆς ἐθνικῆς καὶ θρησκευτικῆς συνειδήσεως παντὸς ἀνθρώπου· ἀρκεῖ, ἂν ἀνάγκη τοῦ πολιτισμοῦ πρὸς τὴν συνδήσμησιν ἀποτελοῦσαν σὺν οὐ ξεπηρέρδωσαν καὶ μελλόντως ὑπουργοί, σὺν δεικνύουσις, ὀχθὲν, αὐτὸς τὸν τρόπον καθ' ὅν ἔστιν δυνατὴ ἡ πολινιάστησις τῶν Ἑλλήνων Ὀρθοδόξων, χωρὶς τῶν ὁποίων, οὐ δυσκολεπίζωσιν, ἡ Κυδίνησις δὲν ἰδύνατο νὰ προβῇ καὶ μέχρι καταργήσεως τοῦ δημοσίου εἰσαδιώσεως νόμου, δι' οὗ ἐξεθεώνοντο οἱ Ἕλληνες Ὀρθόδοξοι, παρὰ τὰς διεθνεῖς ξυνθέσεις, νὰ ἀποστέλλουσι τὰ τέκνα 'νων εἰς τὰς βουλγαρικὰς σχολάς. (69, 75, 255, 200)
exams-heading: ΑΙ ΕΞΕΤΑΣΕΙΣ ΓΑΛΛΙΚΗΣ ΚΑΙ ΑΓΓΛΙΚΗΣ (858, 325, 998, 347)
ornament: ✻ (353, 897, 363, 907)
column-6 (1021, 72, 1204, 2236)
clinic-treatments-label: ΘΕΡΑΠΕΥΟΝΤΑΙ : (131, 682, 193, 691)
serial-title: ΨΥΧΩΝ ΣΑΓΗΝΕΥΤΡΙΑ (281, 101, 435, 115)
serial-paragraph: Ἡ κόμη τῆς ἐσκεμπσι ἐνὶ γύρω τῆς καὶ ἡ ποιητικὴ ἐξήτησις τοῦ προσώπου τῆς ἐφαίνετο ὡς κομμένοισα μήνυ' γάπις. (269, 423, 447, 440)
